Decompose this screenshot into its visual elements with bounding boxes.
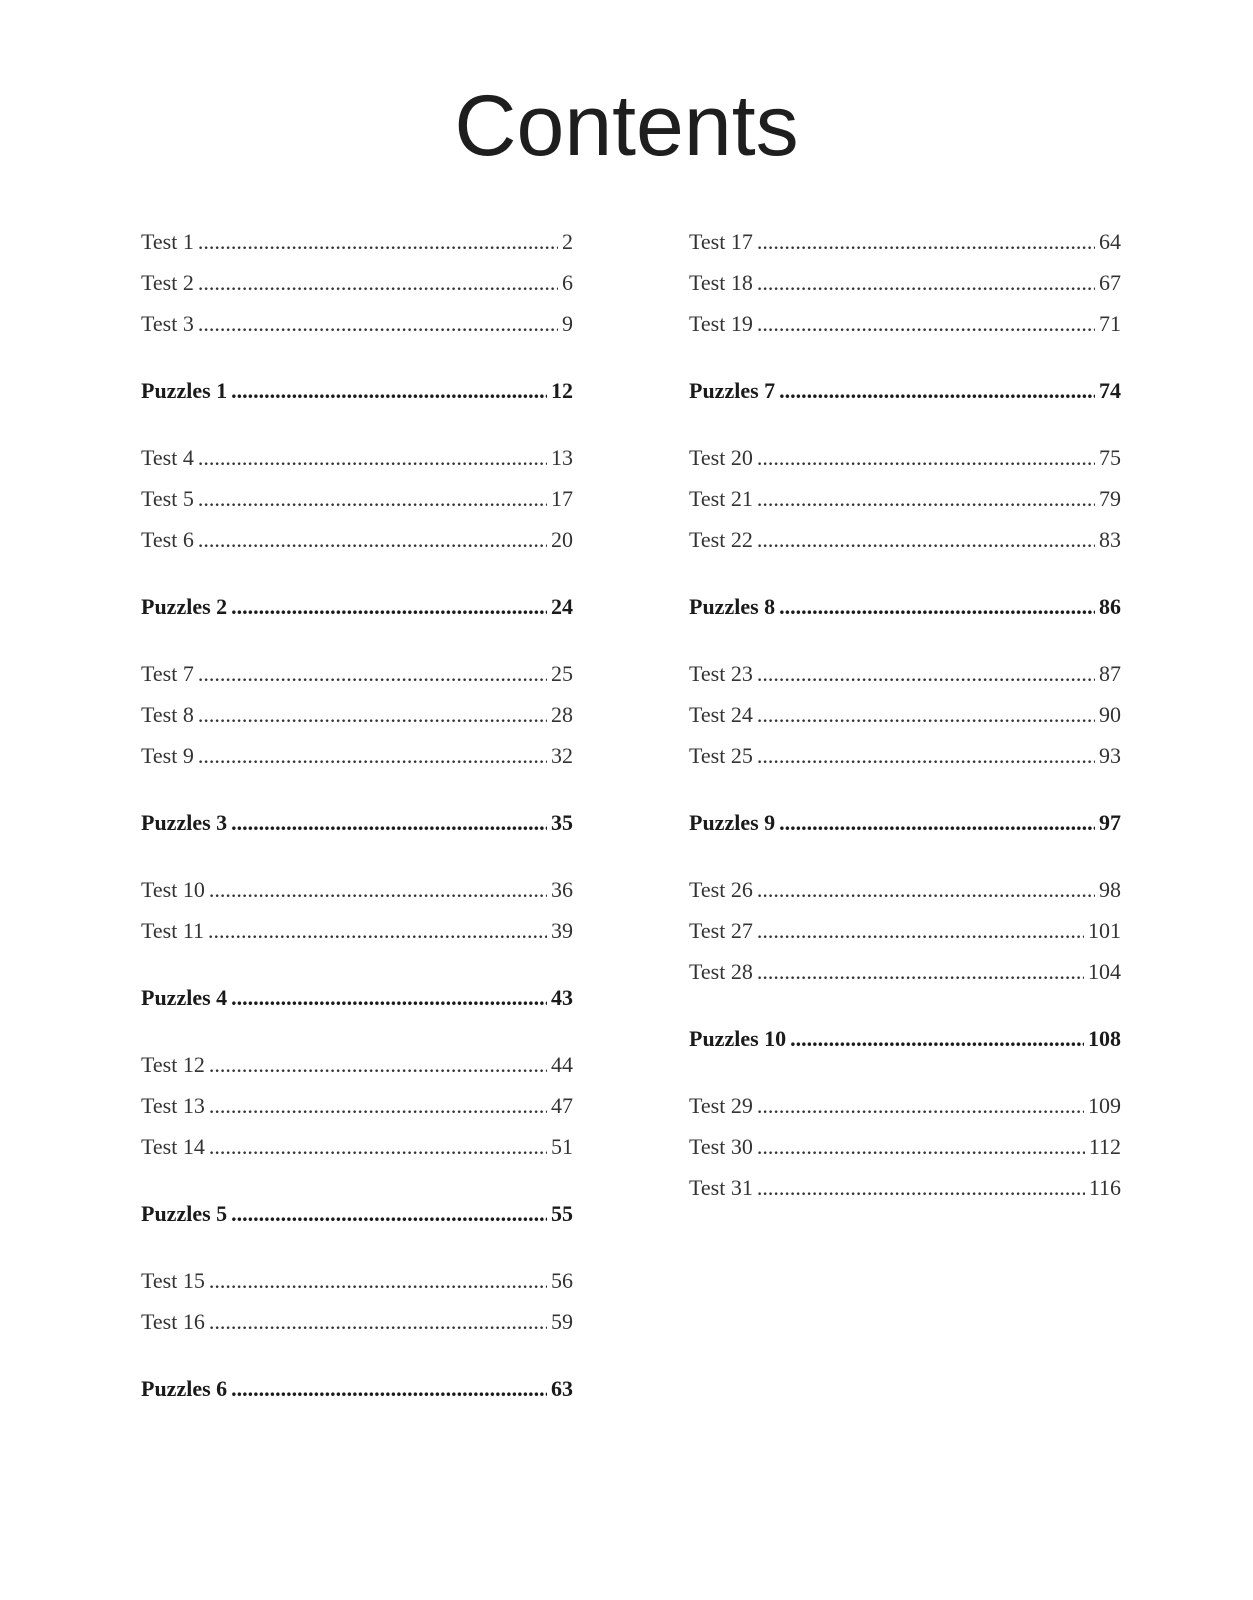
toc-entry-page-number: 74 xyxy=(1099,378,1121,403)
toc-entry[interactable] xyxy=(689,910,1121,951)
dot-leader xyxy=(198,303,558,344)
dot-leader xyxy=(757,735,1095,776)
dot-leader xyxy=(757,478,1095,519)
toc-entry-page-number: 43 xyxy=(551,985,573,1010)
toc-entry[interactable] xyxy=(141,519,573,560)
toc-entry-label: Test 15 xyxy=(141,1268,205,1293)
dot-leader xyxy=(757,694,1095,735)
toc-entry[interactable] xyxy=(689,303,1121,344)
dot-leader xyxy=(209,1260,547,1301)
dot-leader xyxy=(231,1193,547,1234)
dot-leader xyxy=(757,221,1095,262)
toc-entry[interactable] xyxy=(689,1167,1121,1208)
toc-section-entry[interactable] xyxy=(689,1018,1121,1059)
toc-entry-label: Test 8 xyxy=(141,702,194,727)
dot-leader xyxy=(209,1044,547,1085)
toc-group xyxy=(689,370,1121,411)
dot-leader xyxy=(757,303,1095,344)
dot-leader xyxy=(209,1126,547,1167)
dot-leader xyxy=(790,1018,1084,1059)
toc-entry-label: Test 18 xyxy=(689,270,753,295)
toc-entry-page-number: 98 xyxy=(1099,877,1121,902)
toc-entry-page-number: 87 xyxy=(1099,661,1121,686)
toc-entry[interactable] xyxy=(689,735,1121,776)
toc-entry-page-number: 47 xyxy=(551,1093,573,1118)
toc-entry[interactable] xyxy=(141,1044,573,1085)
toc-entry[interactable] xyxy=(141,694,573,735)
toc-entry-page-number: 93 xyxy=(1099,743,1121,768)
toc-entry-page-number: 116 xyxy=(1088,1175,1121,1200)
toc-section-entry[interactable] xyxy=(689,370,1121,411)
toc-entry-page-number: 101 xyxy=(1088,918,1121,943)
toc-entry[interactable] xyxy=(689,951,1121,992)
toc-group xyxy=(141,221,573,344)
toc-entry[interactable] xyxy=(141,910,573,951)
toc-group xyxy=(141,1193,573,1234)
toc-group xyxy=(141,586,573,627)
toc-group xyxy=(689,586,1121,627)
toc-entry-label: Puzzles 2 xyxy=(141,594,228,619)
toc-entry-label: Test 19 xyxy=(689,311,753,336)
toc-entry-label: Puzzles 9 xyxy=(689,810,776,835)
toc-entry-label: Test 3 xyxy=(141,311,194,336)
toc-entry[interactable] xyxy=(141,869,573,910)
toc-entry-label: Test 27 xyxy=(689,918,753,943)
dot-leader xyxy=(231,586,547,627)
toc-group xyxy=(141,437,573,560)
toc-entry[interactable] xyxy=(689,221,1121,262)
toc-entry-page-number: 71 xyxy=(1099,311,1121,336)
toc-entry-label: Puzzles 7 xyxy=(689,378,776,403)
toc-entry-page-number: 13 xyxy=(551,445,573,470)
toc-entry[interactable] xyxy=(141,303,573,344)
toc-entry-label: Puzzles 3 xyxy=(141,810,228,835)
toc-entry-page-number: 109 xyxy=(1088,1093,1121,1118)
toc-entry-page-number: 108 xyxy=(1088,1026,1121,1051)
toc-entry[interactable] xyxy=(689,478,1121,519)
dot-leader xyxy=(757,519,1095,560)
dot-leader xyxy=(757,1126,1085,1167)
dot-leader xyxy=(757,437,1095,478)
toc-group xyxy=(141,869,573,951)
toc-section-entry[interactable] xyxy=(141,1368,573,1409)
toc-entry-page-number: 83 xyxy=(1099,527,1121,552)
toc-entry-label: Test 10 xyxy=(141,877,205,902)
toc-entry-page-number: 20 xyxy=(551,527,573,552)
toc-entry-label: Test 29 xyxy=(689,1093,753,1118)
toc-entry-label: Test 23 xyxy=(689,661,753,686)
dot-leader xyxy=(198,437,547,478)
toc-entry-page-number: 32 xyxy=(551,743,573,768)
toc-entry-label: Puzzles 10 xyxy=(689,1026,787,1051)
page-title: Contents xyxy=(454,78,799,174)
toc-entry-page-number: 51 xyxy=(551,1134,573,1159)
toc-entry-label: Test 25 xyxy=(689,743,753,768)
toc-entry-page-number: 86 xyxy=(1099,594,1121,619)
dot-leader xyxy=(757,1167,1085,1208)
dot-leader xyxy=(198,478,547,519)
toc-entry-page-number: 75 xyxy=(1099,445,1121,470)
toc-entry-page-number: 79 xyxy=(1099,486,1121,511)
toc-entry-label: Test 7 xyxy=(141,661,194,686)
toc-entry[interactable] xyxy=(689,653,1121,694)
toc-entry-label: Test 17 xyxy=(689,229,753,254)
toc-entry[interactable] xyxy=(141,478,573,519)
toc-entry-page-number: 63 xyxy=(551,1376,573,1401)
toc-entry[interactable] xyxy=(141,1260,573,1301)
toc-entry-label: Test 1 xyxy=(141,229,194,254)
dot-leader xyxy=(208,910,547,951)
dot-leader xyxy=(209,869,547,910)
dot-leader xyxy=(231,1368,547,1409)
dot-leader xyxy=(757,910,1084,951)
toc-section-entry[interactable] xyxy=(689,586,1121,627)
toc-group xyxy=(689,653,1121,776)
toc-entry[interactable] xyxy=(689,262,1121,303)
toc-group xyxy=(689,802,1121,843)
toc-entry-page-number: 6 xyxy=(562,270,573,295)
dot-leader xyxy=(779,802,1095,843)
toc-entry-label: Test 22 xyxy=(689,527,753,552)
toc-entry-page-number: 44 xyxy=(551,1052,573,1077)
toc-group xyxy=(141,1368,573,1409)
toc-section-entry[interactable] xyxy=(141,1193,573,1234)
toc-entry-label: Puzzles 8 xyxy=(689,594,776,619)
toc-group xyxy=(141,1044,573,1167)
toc-entry-page-number: 59 xyxy=(551,1309,573,1334)
toc-entry[interactable] xyxy=(141,1085,573,1126)
toc-entry-label: Test 30 xyxy=(689,1134,753,1159)
toc-entry-page-number: 39 xyxy=(551,918,573,943)
dot-leader xyxy=(779,586,1095,627)
toc-group xyxy=(141,653,573,776)
toc-group xyxy=(689,221,1121,344)
toc-entry-label: Test 20 xyxy=(689,445,753,470)
toc-entry-page-number: 112 xyxy=(1088,1134,1121,1159)
toc-group xyxy=(141,370,573,411)
toc-group xyxy=(689,1085,1121,1208)
toc-entry-page-number: 55 xyxy=(551,1201,573,1226)
toc-entry-page-number: 36 xyxy=(551,877,573,902)
toc-column-left xyxy=(141,221,573,1435)
dot-leader xyxy=(757,653,1095,694)
toc-section-entry[interactable] xyxy=(141,802,573,843)
toc-entry-label: Test 2 xyxy=(141,270,194,295)
toc-entry[interactable] xyxy=(141,221,573,262)
toc-entry-page-number: 56 xyxy=(551,1268,573,1293)
toc-entry[interactable] xyxy=(141,262,573,303)
dot-leader xyxy=(198,519,547,560)
dot-leader xyxy=(209,1085,547,1126)
toc-entry[interactable] xyxy=(689,519,1121,560)
dot-leader xyxy=(757,1085,1084,1126)
toc-entry[interactable] xyxy=(141,1301,573,1342)
dot-leader xyxy=(198,735,547,776)
toc-entry-page-number: 25 xyxy=(551,661,573,686)
toc-entry-label: Test 9 xyxy=(141,743,194,768)
toc-section-entry[interactable] xyxy=(141,977,573,1018)
toc-entry[interactable] xyxy=(141,437,573,478)
toc-entry-label: Test 4 xyxy=(141,445,194,470)
toc-entry-page-number: 67 xyxy=(1099,270,1121,295)
toc-entry-label: Test 28 xyxy=(689,959,753,984)
toc-entry-page-number: 28 xyxy=(551,702,573,727)
toc-entry-page-number: 64 xyxy=(1099,229,1121,254)
toc-entry-label: Test 21 xyxy=(689,486,753,511)
toc-group xyxy=(141,802,573,843)
toc-section-entry[interactable] xyxy=(141,586,573,627)
toc-group xyxy=(141,977,573,1018)
toc-entry-page-number: 2 xyxy=(562,229,573,254)
dot-leader xyxy=(198,694,547,735)
toc-group xyxy=(689,1018,1121,1059)
toc-entry-label: Puzzles 6 xyxy=(141,1376,228,1401)
toc-entry[interactable] xyxy=(689,694,1121,735)
toc-entry[interactable] xyxy=(141,653,573,694)
toc-entry-label: Test 5 xyxy=(141,486,194,511)
toc-entry[interactable] xyxy=(689,437,1121,478)
toc-entry-page-number: 9 xyxy=(562,311,573,336)
toc-entry-label: Test 12 xyxy=(141,1052,205,1077)
toc-entry-label: Test 11 xyxy=(141,918,205,943)
dot-leader xyxy=(757,262,1095,303)
toc-entry-label: Puzzles 5 xyxy=(141,1201,228,1226)
toc-group xyxy=(141,1260,573,1342)
toc-entry[interactable] xyxy=(141,735,573,776)
toc-entry-page-number: 97 xyxy=(1099,810,1121,835)
toc-entry-label: Test 6 xyxy=(141,527,194,552)
dot-leader xyxy=(209,1301,547,1342)
toc-entry[interactable] xyxy=(141,1126,573,1167)
toc-entry[interactable] xyxy=(689,1126,1121,1167)
toc-entry-label: Puzzles 1 xyxy=(141,378,228,403)
dot-leader xyxy=(198,653,547,694)
toc-entry-label: Test 16 xyxy=(141,1309,205,1334)
dot-leader xyxy=(779,370,1095,411)
toc-group xyxy=(689,869,1121,992)
dot-leader xyxy=(231,802,547,843)
toc-entry[interactable] xyxy=(689,1085,1121,1126)
dot-leader xyxy=(198,262,558,303)
toc-section-entry[interactable] xyxy=(689,802,1121,843)
dot-leader xyxy=(231,977,547,1018)
toc-entry-page-number: 17 xyxy=(551,486,573,511)
toc-entry-label: Test 26 xyxy=(689,877,753,902)
toc-group xyxy=(689,437,1121,560)
dot-leader xyxy=(198,221,558,262)
toc-column-right xyxy=(689,221,1121,1234)
toc-entry-label: Test 13 xyxy=(141,1093,205,1118)
toc-entry-label: Test 14 xyxy=(141,1134,205,1159)
toc-entry-page-number: 90 xyxy=(1099,702,1121,727)
toc-section-entry[interactable] xyxy=(141,370,573,411)
dot-leader xyxy=(231,370,547,411)
toc-entry-label: Test 24 xyxy=(689,702,753,727)
toc-entry-page-number: 35 xyxy=(551,810,573,835)
toc-entry-page-number: 104 xyxy=(1088,959,1121,984)
toc-entry-page-number: 12 xyxy=(551,378,573,403)
toc-entry-label: Test 31 xyxy=(689,1175,753,1200)
dot-leader xyxy=(757,869,1095,910)
toc-entry[interactable] xyxy=(689,869,1121,910)
toc-entry-label: Puzzles 4 xyxy=(141,985,228,1010)
toc-entry-page-number: 24 xyxy=(551,594,573,619)
dot-leader xyxy=(757,951,1084,992)
